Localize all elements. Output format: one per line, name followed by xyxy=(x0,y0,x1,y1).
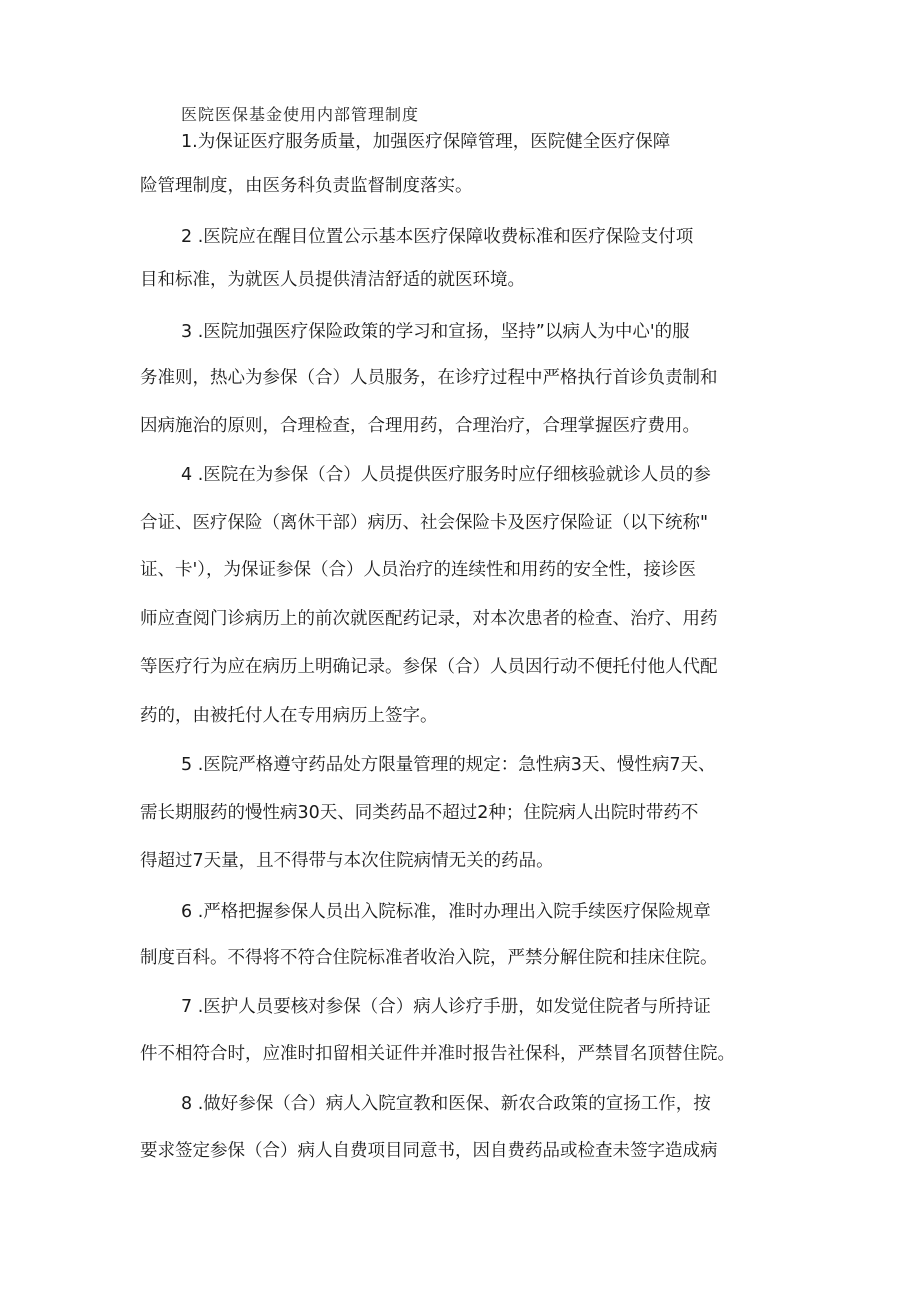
paragraph-line: 8 .做好参保（合）病人入院宣教和医保、新农合政策的宣扬工作，按 xyxy=(181,1094,711,1114)
paragraph-line: 需长期服药的慢性病30天、同类药品不超过2种；住院病人出院时带药不 xyxy=(140,803,699,823)
paragraph-line: 5 .医院严格遵守药品处方限量管理的规定：急性病3天、慢性病7天、 xyxy=(181,755,716,775)
paragraph-line: 要求签定参保（合）病人自费项目同意书，因自费药品或检查未签字造成病 xyxy=(140,1141,718,1161)
paragraph-line: 险管理制度，由医务科负责监督制度落实。 xyxy=(140,176,473,196)
paragraph-line: 药的，由被托付人在专用病历上签字。 xyxy=(140,706,438,726)
paragraph-line: 证、卡'），为保证参保（合）人员治疗的连续性和用药的安全性，接诊医 xyxy=(140,560,697,580)
paragraph-line: 1.为保证医疗服务质量，加强医疗保障管理，医院健全医疗保障 xyxy=(181,132,671,152)
paragraph-line: 件不相符合时，应准时扣留相关证件并准时报告社保科，严禁冒名顶替住院。 xyxy=(140,1044,735,1064)
paragraph-line: 制度百科。不得将不符合住院标准者收治入院，严禁分解住院和挂床住院。 xyxy=(140,948,718,968)
paragraph-line: 7 .医护人员要核对参保（合）病人诊疗手册，如发觉住院者与所持证 xyxy=(181,997,711,1017)
paragraph-line: 目和标准，为就医人员提供清洁舒适的就医环境。 xyxy=(140,270,525,290)
document-title: 医院医保基金使用内部管理制度 xyxy=(181,105,420,124)
paragraph-line: 因病施治的原则，合理检查，合理用药，合理治疗，合理掌握医疗费用。 xyxy=(140,416,700,436)
paragraph-line: 3 .医院加强医疗保险政策的学习和宣扬，坚持”以病人为中心'的服 xyxy=(181,322,690,342)
paragraph-line: 6 .严格把握参保人员出入院标准，准时办理出入院手续医疗保险规章 xyxy=(181,902,711,922)
paragraph-line: 得超过7天量，且不得带与本次住院病情无关的药品。 xyxy=(140,851,554,871)
paragraph-line: 师应查阅门诊病历上的前次就医配药记录，对本次患者的检查、治疗、用药 xyxy=(140,609,718,629)
paragraph-line: 合证、医疗保险（离休干部）病历、社会保险卡及医疗保险证（以下统称" xyxy=(140,513,709,533)
paragraph-line: 务准则，热心为参保（合）人员服务，在诊疗过程中严格执行首诊负责制和 xyxy=(140,368,718,388)
paragraph-line: 4 .医院在为参保（合）人员提供医疗服务时应仔细核验就诊人员的参 xyxy=(181,465,711,485)
paragraph-line: 等医疗行为应在病历上明确记录。参保（合）人员因行动不便托付他人代配 xyxy=(140,657,718,677)
paragraph-line: 2 .医院应在醒目位置公示基本医疗保障收费标准和医疗保险支付项 xyxy=(181,227,694,247)
